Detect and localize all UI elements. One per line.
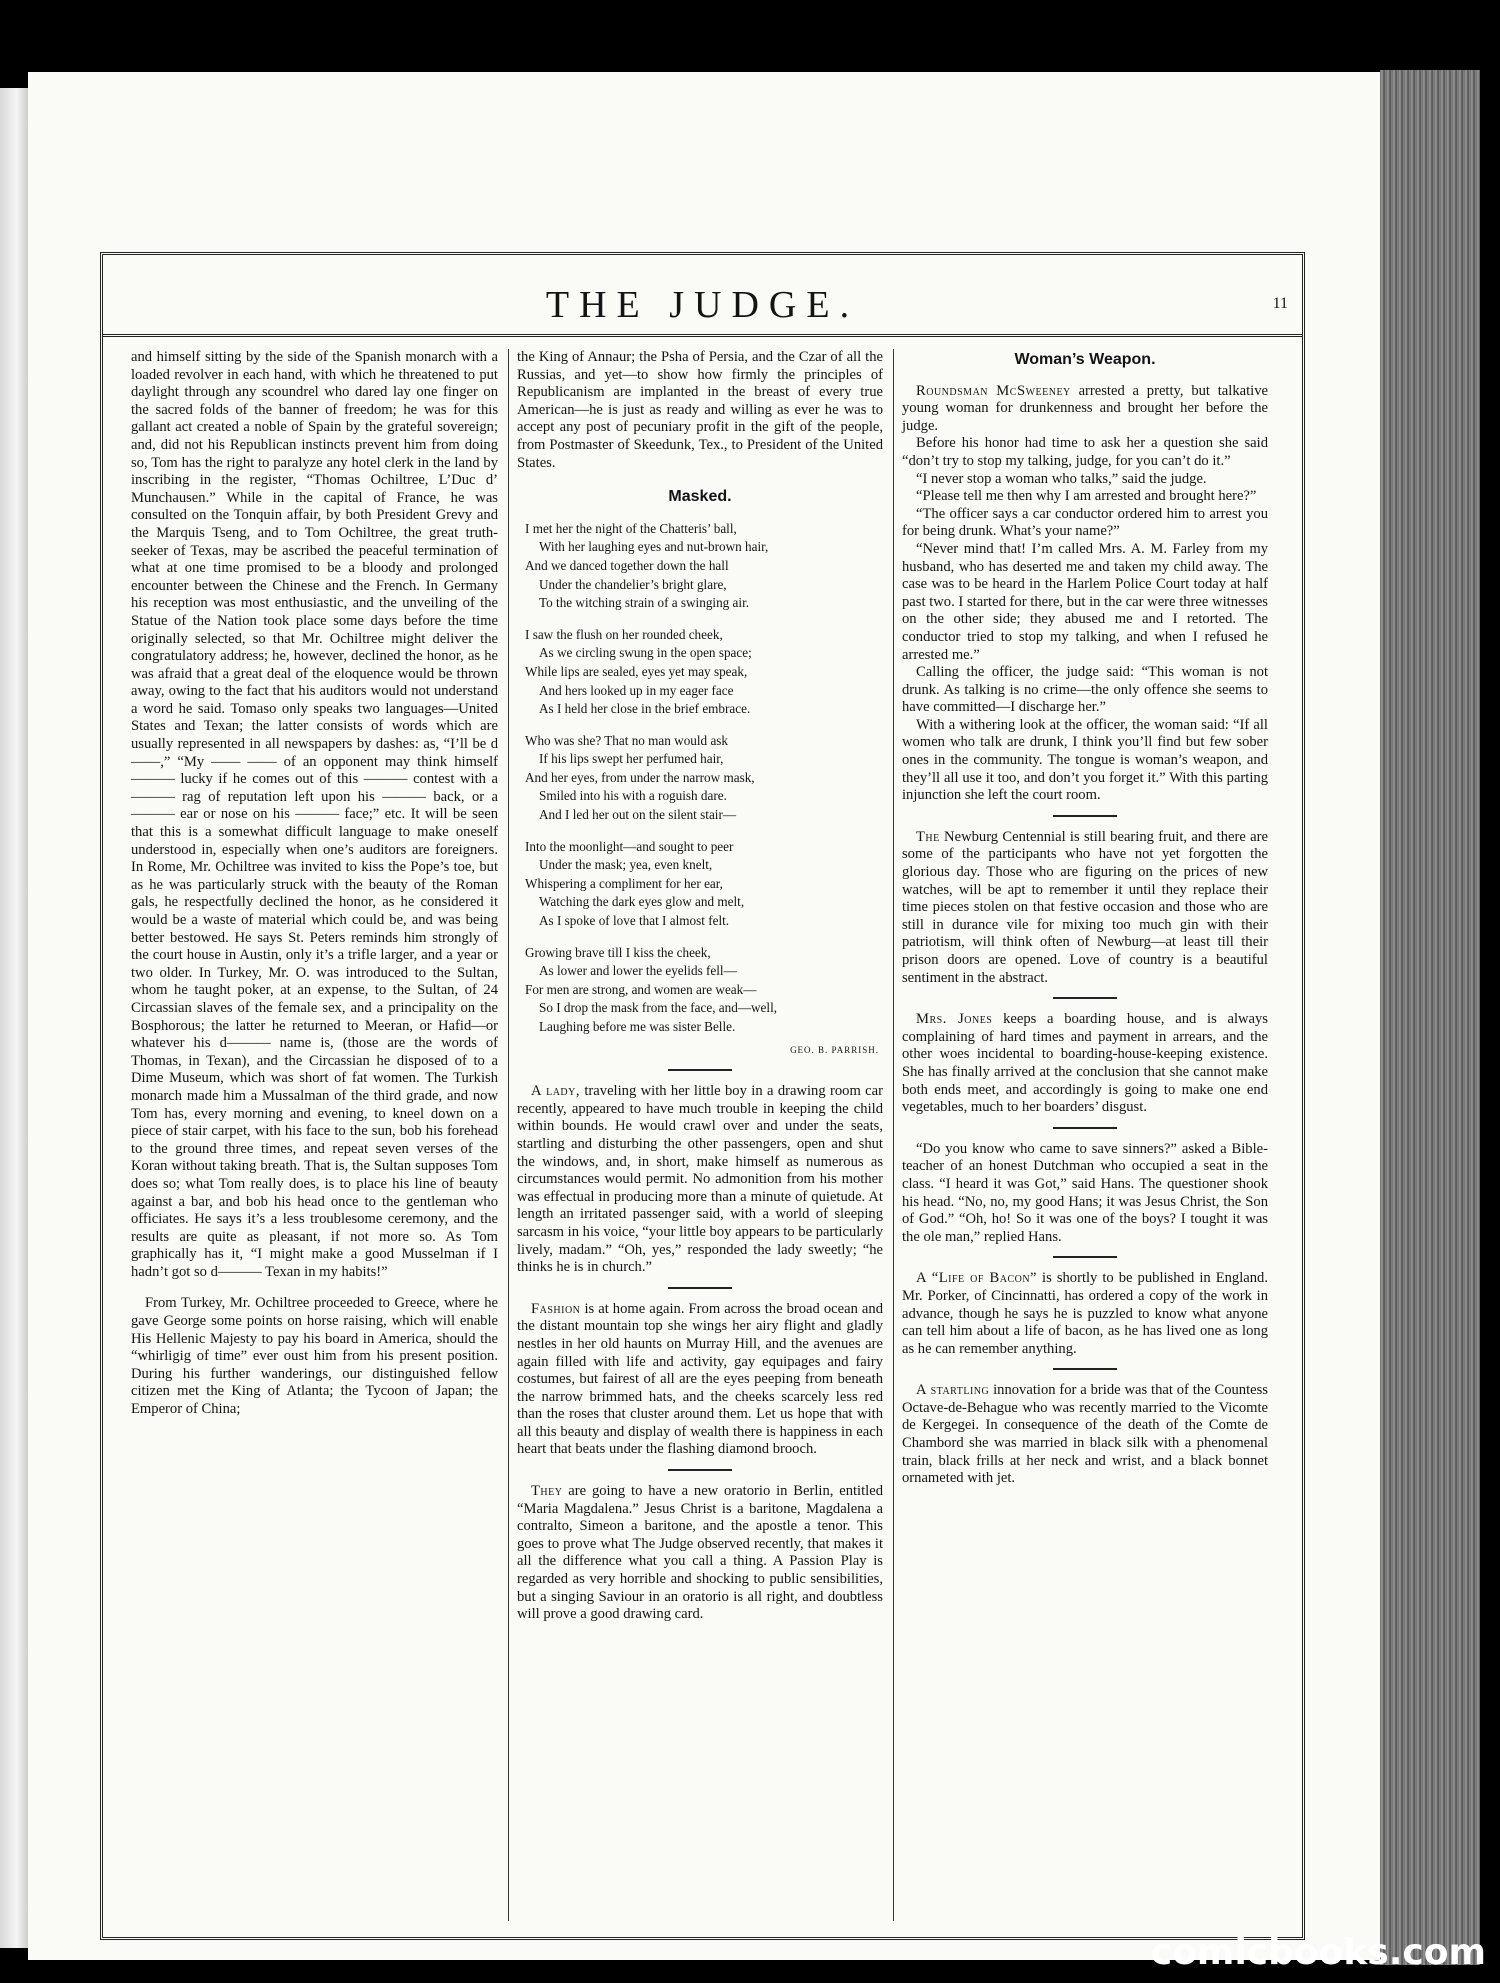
poem-line: I met her the night of the Chatteris’ ball, [525,520,737,536]
poem-stanza [525,732,883,825]
ochiltree-article-text: From Turkey, Mr. Ochiltree proceeded to Greece, where he gave George some points on horse raising, which will enable His Hellenic Majesty to pay his board in America, should the “whirligig of time” ever oust him from his present position. During his further wanderings, our distinguished fellow citizen met the King of Atlanta; the Tycoon of Japan; the Emperor of China; [131,1295,498,1418]
poem [525,520,883,1037]
book-page-edges [1380,70,1480,1965]
column-2 [508,349,893,1921]
column-1 [123,349,508,1921]
masthead-title: THE JUDGE. [545,284,860,326]
page-number: 11 [1272,295,1288,312]
poem-line: Whispering a compliment for her ear, [525,875,723,891]
life-of-bacon-item [902,1270,1268,1358]
item-text: is shortly to be published in England. Mr. Porker, of Cincinnatti, has ordered a copy of the work in advance, though he says he is puzzled to know what anyone can tell him about a life of bacon, as he has lived one as long as he can remember anything. [902,1270,1268,1357]
poem-line: Growing brave till I kiss the cheek, [525,944,711,960]
poem-line: If his lips swept her perfumed hair, [539,751,724,767]
item-lead: A “Life of Bacon” [916,1270,1038,1287]
article-columns [123,349,1290,1921]
section-divider [668,1069,732,1071]
story-paragraph: “Please tell me then why I am arrested and brought here?” [916,488,1257,505]
poem-stanza [525,838,883,931]
ochiltree-article-text: and himself sitting by the side of the Spanish monarch with a loaded revolver in each hand, with which he threatened to put daylight through any scoundrel who dared lay one finger on the sacred folds of the banner of freedom; he was for this gallant act created a noble of Spain by the grateful sovereign; and, did not his Republican instincts prevent him from doing so, Tom has the right to paralyze any hotel clerk in the land by inscribing in the register, “Thomas Ochiltree, L’Duc d’ Munchausen.” While in the capital of France, he was consulted on the Tonquin affair, by both President Grevy and the Marquis Tseng, and to Tom Ochiltree, the great truth-seeker of Texas, may be ascribed the peaceful termination of what at one time promised to be a bloody and prolonged encounter between the Chinese and the French. In Germany his reception was most enthusiastic, and the unveiling of the Statue of the Nation took place some days before the time originally selected, so that Mr. Ochiltree might deliver the congratulatory address; he, however, declined the honor, as he was afraid that a great deal of the eloquence would be thrown away, owing to the fact that his auditors would not understand a word he said. Tomaso only speaks two languages—United States and Texan; the latter consists of words which are usually represented in all newspapers by dashes: as, “I’ll be d——,” “My —— —— of an opponent may think himself ——— lucky if he comes out of this ——— contest with a ——— rag of reputation left upon his ——— back, or a ——— ear or nose on his ——— face;” etc. It will be seen that this is a somewhat difficult language to make oneself understood in, especially when one’s auditors are foreigners. In Rome, Mr. Ochiltree was invited to kiss the Pope’s toe, but as he was particularly struck with the beauty of the Roman gals, he respectfully declined the honor, as he considered it would be a waste of material which could be, and was being better bestowed. He says St. Peters reminds him strongly of the court house in Austin, only it’s a trifle larger, and a year or two older. In Turkey, Mr. O. was introduced to the Sultan, whom he taught poker, at an expense, to the Sultan, of 24 Circassian slaves of the female sex, and a principality on the Bosphorous; the latter he returned to Meeran, or Hafid—or whatever his d——— name is, (those are the words of Thomas, in Texan), and the Circassian he disposed of to a Dime Museum, which was short of fat women. The Turkish monarch made him a Mussalman of the third grade, and now Tom has, every morning and evening, to kneel down on a piece of stair carpet, with his face to the sun, bob his forehead to the ground three times, and repeat seven verses of the Koran without taking breath. That is, the Sultan supposes Tom does so; what Tom really does, is to place his line of beauty against a bar, and bob his head once to the gentleman who officiates. He says it’s a less troublesome ceremony, and the results are quite as pleasant, if not more so. As Tom graphically has it, “I might make a good Musselman if I hadn’t got so d——— Texan in my habits!” [131,349,498,1280]
poem-line: To the witching strain of a swinging air. [539,595,750,611]
section-divider [1053,1368,1117,1370]
poem-line: Under the mask; yea, even knelt, [539,857,713,873]
story-paragraph: Calling the officer, the judge said: “This woman is not drunk. As talking is no crime—the only offence she seems to have committed—I discharge her.” [902,664,1268,716]
bride-item [902,1382,1268,1488]
item-text: keeps a boarding house, and is always complaining of hard times and payment in arrears, and the other woes incidental to boarding-house-keeping existence. She has finally arrived at the conclusion that she cannot make both ends meet, and accordingly is going to make one end vegetables, much to her boarders’ disgust. [902,1011,1268,1116]
poem-line: Under the chandelier’s bright glare, [539,576,727,592]
bible-teacher-item: “Do you know who came to save sinners?” asked a Bible-teacher of an honest Dutchman who occupied a seat in the class. “I heard it was Got,” said Hans. The questioner shook his head. “No, no, my good Hans; it was Jesus Christ, the Son of God.” “Oh, ho! So it was one of the boys? I tought it was the ole man,” replied Hans. [902,1140,1268,1245]
poem-line: And her eyes, from under the narrow mask, [525,769,755,785]
story-lead: Roundsman McSweeney [916,382,1071,399]
poem-stanza [525,626,883,719]
poem-author: GEO. B. PARRISH. [790,1044,879,1055]
poem-line: As I spoke of love that I almost felt. [539,913,730,929]
story-paragraph: “The officer says a car conductor ordered him to arrest you for being drunk. What’s your name?” [902,505,1268,540]
poem-stanza [525,944,883,1037]
poem-line: With her laughing eyes and nut-brown hair, [539,539,769,555]
story-paragraph: Before his honor had time to ask her a question she said “don’t try to stop my talking, judge, for you can’t do it.” [902,435,1268,469]
poem-line: And hers looked up in my eager face [539,682,734,698]
item-lead: Mrs. Jones [916,1011,993,1028]
section-divider [1053,815,1117,817]
poem-line: While lips are sealed, eyes yet may speak, [525,663,748,679]
boarding-house-item [902,1011,1268,1117]
poem-line: And I led her out on the silent stair— [539,807,737,823]
poem-line: As we circling swung in the open space; [539,645,752,661]
poem-line: As lower and lower the eyelids fell— [539,963,737,979]
lady-traveling-item [517,1083,883,1277]
section-divider [1053,1127,1117,1129]
ochiltree-article-continuation: the King of Annaur; the Psha of Persia, and the Czar of all the Russias, and yet—to show how firmly the principles of Republicanism are implanted in the breast of every true American—he is just as ready and willing as ever he was to accept any post of pecuniary profit in the gift of the people, from Postmaster of Skeedunk, Tex., to President of the United States. [517,349,883,471]
section-divider [1053,997,1117,999]
previous-page-edge [0,88,28,1948]
watermark: comicbooks.com [1150,1932,1486,1973]
item-lead: A startling [916,1382,990,1399]
story-paragraph: With a withering look at the officer, the woman said: “If all women who talk are drunk, I think you’ll find but few sober ones in the community. The tongue is woman’s weapon, and they’ll all use it too, and don’t you forget it.” With this parting injunction she left the court room. [902,716,1268,804]
poem-line: Into the moonlight—and sought to peer [525,838,734,854]
story-paragraph [902,383,1268,436]
poem-line: Who was she? That no man would ask [525,732,729,748]
item-lead: They [531,1483,563,1500]
poem-line: So I drop the mask from the face, and—well, [539,1000,778,1016]
poem-line: Watching the dark eyes glow and melt, [539,894,745,910]
item-lead: Fashion [531,1300,581,1317]
masthead [103,277,1302,337]
section-divider [668,1287,732,1289]
item-lead: A lady, [531,1083,581,1100]
poem-line: As I held her close in the brief embrace. [539,701,751,717]
newspaper-page [28,72,1380,1960]
poem-line: I saw the flush on her rounded cheek, [525,626,723,642]
poem-line: And we danced together down the hall [525,557,729,573]
fashion-item [517,1301,883,1459]
column-3 [893,349,1278,1921]
item-text: are going to have a new oratorio in Berlin, entitled “Maria Magdalena.” Jesus Christ is a baritone, Magdalena a contralto, Simeon a baritone, and the apostle a tenor. This goes to prove what The Judge observed recently, that makes it all the difference what you call a thing. A Passion Play is regarded as very horrible and shocking to public sensibilities, but a singing Saviour in an oratorio is all right, and doubtless will prove a good drawing card. [517,1483,883,1623]
page-frame [100,252,1305,1940]
poem-line: Laughing before me was sister Belle. [539,1019,736,1034]
item-text: traveling with her little boy in a drawing room car recently, appeared to have much trouble in keeping the child within bounds. He would crawl over and under the seats, startling and disturbing the other passengers, open and shut the windows, and, in short, make himself as numerous as circumstances would permit. No admonition from his mother was effectual in producing more than a minute of quietude. At length an irritated passenger said, with a world of sleeping sarcasm in his voice, “your little boy appears to be particularly lively, madam.” “Oh, yes,” responded the lady sweetly; “he thinks he is in church.” [517,1083,883,1276]
section-divider [1053,1256,1117,1258]
item-text: is at home again. From across the broad ocean and the distant mountain top she wings her airy flight and gladly nestles in her old haunts on Murray Hill, and the avenues are again filled with life and activity, gay equipages and fairy costumes, but fairest of all are the eyes peeping from beneath the narrow brimmed hats, and the cheeks scarcely less red than the roses that cluster around them. Let us hope that with all this beauty and display of wealth there is happiness in each heart that beats under the flashing diamond brooch. [517,1300,883,1458]
story-paragraph: “Never mind that! I’m called Mrs. A. M. Farley from my husband, who has deserted me and taken my child away. The case was to be heard in the Harlem Police Court today at half past two. I started for there, but in the car were three witnesses on the other side; they abused me and I retorted. The conductor tried to stop my talking, and when I refused he arrested me.” [902,540,1268,663]
article-headline: Woman’s Weapon. [1014,351,1156,368]
poem-title: Masked. [668,488,732,506]
item-lead: The [916,828,940,845]
newburg-item [902,829,1268,987]
story-paragraph: “I never stop a woman who talks,” said the judge. [916,470,1207,487]
story-text: arrested a pretty, but talkative young woman for drunkenness and brought her before the judge. [902,382,1268,434]
oratorio-item [517,1483,883,1624]
section-divider [668,1469,732,1471]
poem-line: Smiled into his with a roguish dare. [539,788,727,804]
item-text: Newburg Centennial is still bearing fruit, and there are some of the participants who have not yet forgotten the glorious day. Those who are figuring on the prices of new watches, will be apt to remember it until they replace their time pieces stolen on that festive occasion and those who are still in durance vile for mixing too much gin with their patriotism, will think often of Newburg—at least till their prison doors are opened. Love of country is a beautiful sentiment in the abstract. [902,828,1268,986]
item-text: innovation for a bride was that of the Countess Octave-de-Behague who was recently married to the Vicomte de Kergegei. In consequence of the death of the Comte de Chambord she was married in black silk with a phenomenal train, black frills at her neck and wrist, and a black bonnet ornameted with jet. [902,1382,1268,1487]
poem-line: For men are strong, and women are weak— [525,981,757,997]
poem-stanza [525,520,883,613]
